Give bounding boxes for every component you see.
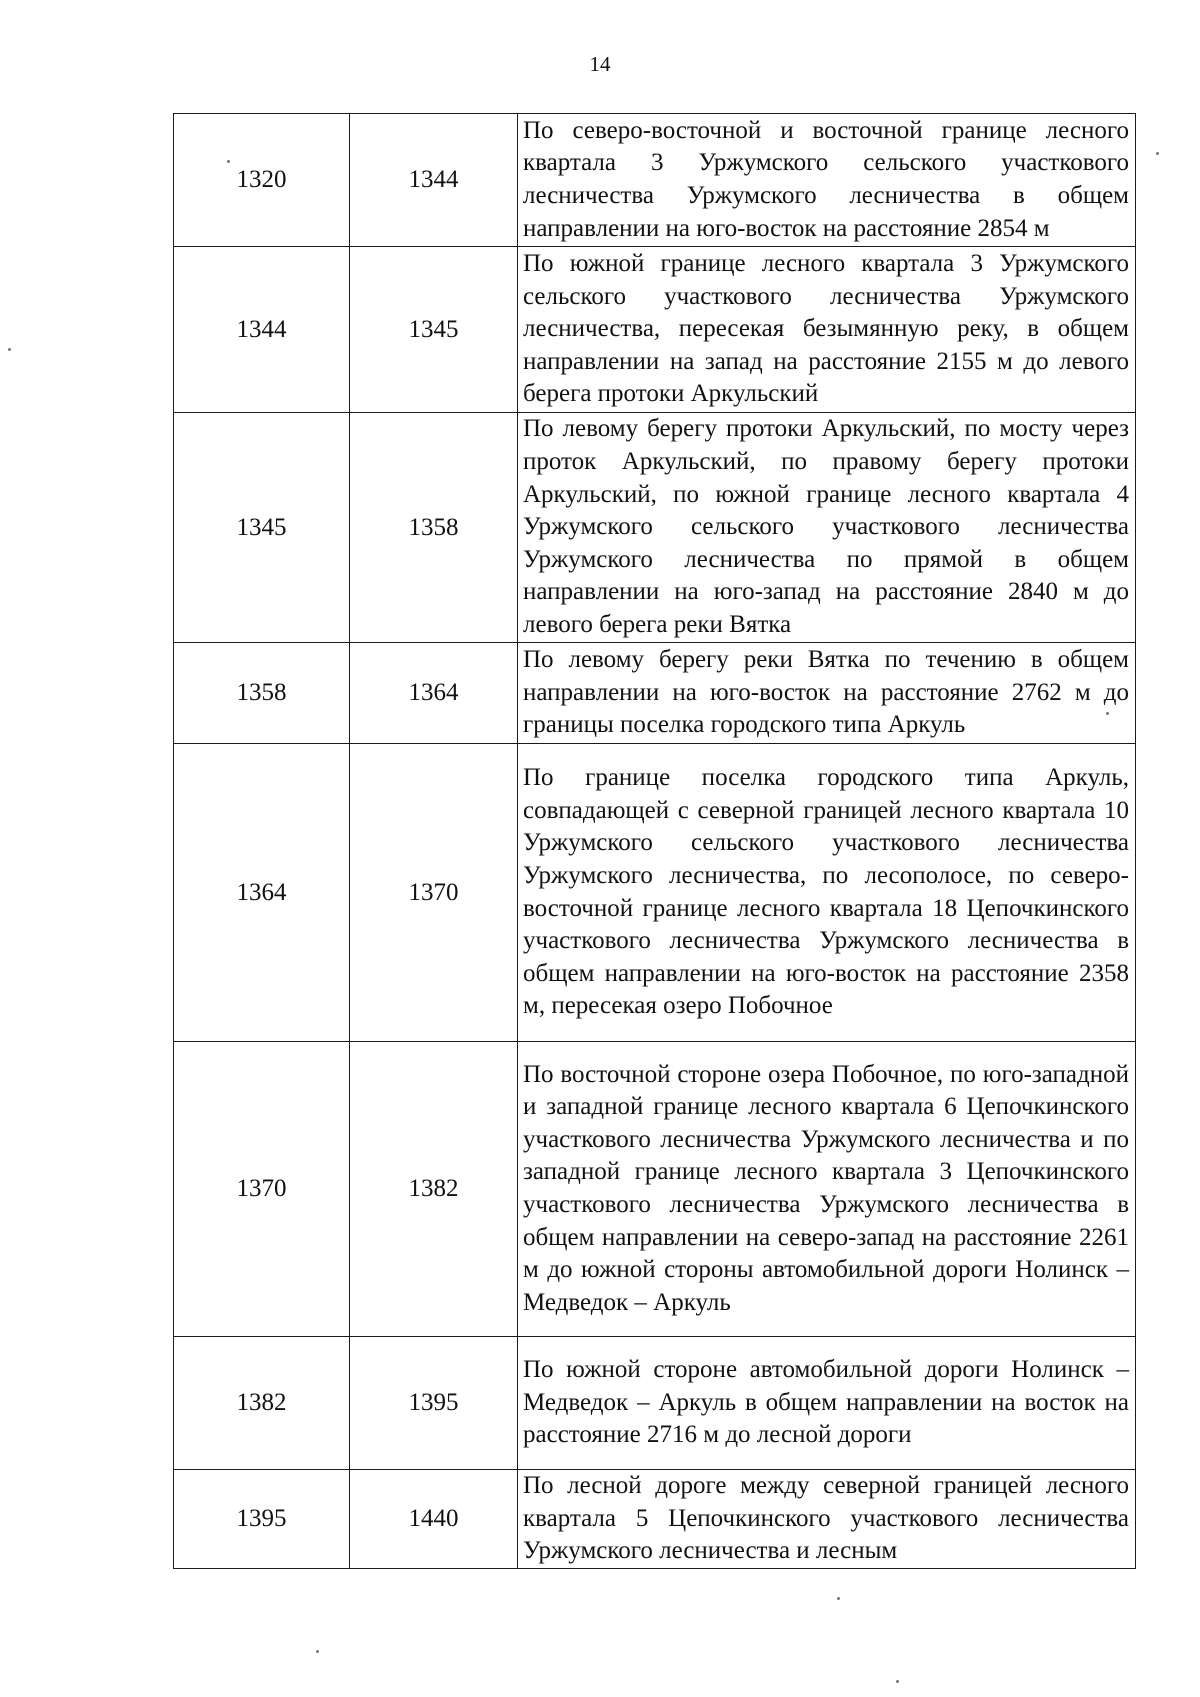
description-cell: По восточной стороне озера Побочное, по юго-западной и западной границе лесного квартала 6 Цепочкинского участкового лесничества Уржумского лесничества и по западной границе лесного квартала 3 Цепочкинского участкового лесничества Уржумского лесничества в общем направлении на северо-запад на расстояние 2261 м до южной стороны автомобильной дороги Нолинск – Медведок – Аркуль: [518, 1042, 1136, 1337]
description-cell: По южной стороне автомобильной дороги Нолинск – Медведок – Аркуль в общем направлении на восток на расстояние 2716 м до лесной дороги: [518, 1337, 1136, 1470]
table-row: [174, 114, 1136, 247]
table-row: [174, 1337, 1136, 1470]
to-point-cell: 1440: [350, 1470, 518, 1569]
scan-speck: [837, 1597, 840, 1600]
from-point-cell: 1320: [174, 114, 350, 247]
description-cell: По левому берегу реки Вятка по течению в общем направлении на юго-восток на расстояние 2762 м до границы поселка городского типа Аркуль: [518, 643, 1136, 744]
from-point-cell: 1370: [174, 1042, 350, 1337]
scan-speck: [1156, 152, 1159, 155]
description-cell: По лесной дороге между северной границей лесного квартала 5 Цепочкинского участкового лесничества Уржумского лесничества и лесным: [518, 1470, 1136, 1569]
from-point-cell: 1364: [174, 744, 350, 1042]
scan-speck: [316, 1650, 319, 1653]
scan-speck: [1106, 712, 1109, 715]
from-point-cell: 1382: [174, 1337, 350, 1470]
table-row: [174, 413, 1136, 643]
to-point-cell: 1358: [350, 413, 518, 643]
table-row: [174, 1042, 1136, 1337]
to-point-cell: 1344: [350, 114, 518, 247]
scan-speck: [227, 160, 230, 163]
scan-speck: [8, 348, 11, 351]
boundary-table: [173, 113, 1136, 1569]
to-point-cell: 1364: [350, 643, 518, 744]
to-point-cell: 1382: [350, 1042, 518, 1337]
from-point-cell: 1358: [174, 643, 350, 744]
description-cell: По южной границе лесного квартала 3 Уржумского сельского участкового лесничества Уржумского лесничества, пересекая безымянную реку, в общем направлении на запад на расстояние 2155 м до левого берега протоки Аркульский: [518, 247, 1136, 413]
from-point-cell: 1345: [174, 413, 350, 643]
scan-speck: [896, 1680, 899, 1683]
from-point-cell: 1344: [174, 247, 350, 413]
table-row: [174, 744, 1136, 1042]
to-point-cell: 1345: [350, 247, 518, 413]
from-point-cell: 1395: [174, 1470, 350, 1569]
description-cell: По границе поселка городского типа Аркуль, совпадающей с северной границей лесного квартала 10 Уржумского сельского участкового лесничества Уржумского лесничества, по лесополосе, по северо-восточной границе лесного квартала 18 Цепочкинского участкового лесничества Уржумского лесничества в общем направлении на юго-восток на расстояние 2358 м, пересекая озеро Побочное: [518, 744, 1136, 1042]
page-number: 14: [589, 52, 611, 76]
description-cell: По северо-восточной и восточной границе лесного квартала 3 Уржумского сельского участкового лесничества Уржумского лесничества в общем направлении на юго-восток на расстояние 2854 м: [518, 114, 1136, 247]
table-row: [174, 1470, 1136, 1569]
table-row: [174, 247, 1136, 413]
to-point-cell: 1395: [350, 1337, 518, 1470]
table-row: [174, 643, 1136, 744]
to-point-cell: 1370: [350, 744, 518, 1042]
description-cell: По левому берегу протоки Аркульский, по мосту через проток Аркульский, по правому берегу протоки Аркульский, по южной границе лесного квартала 4 Уржумского сельского участкового лесничества Уржумского лесничества по прямой в общем направлении на юго-запад на расстояние 2840 м до левого берега реки Вятка: [518, 413, 1136, 643]
